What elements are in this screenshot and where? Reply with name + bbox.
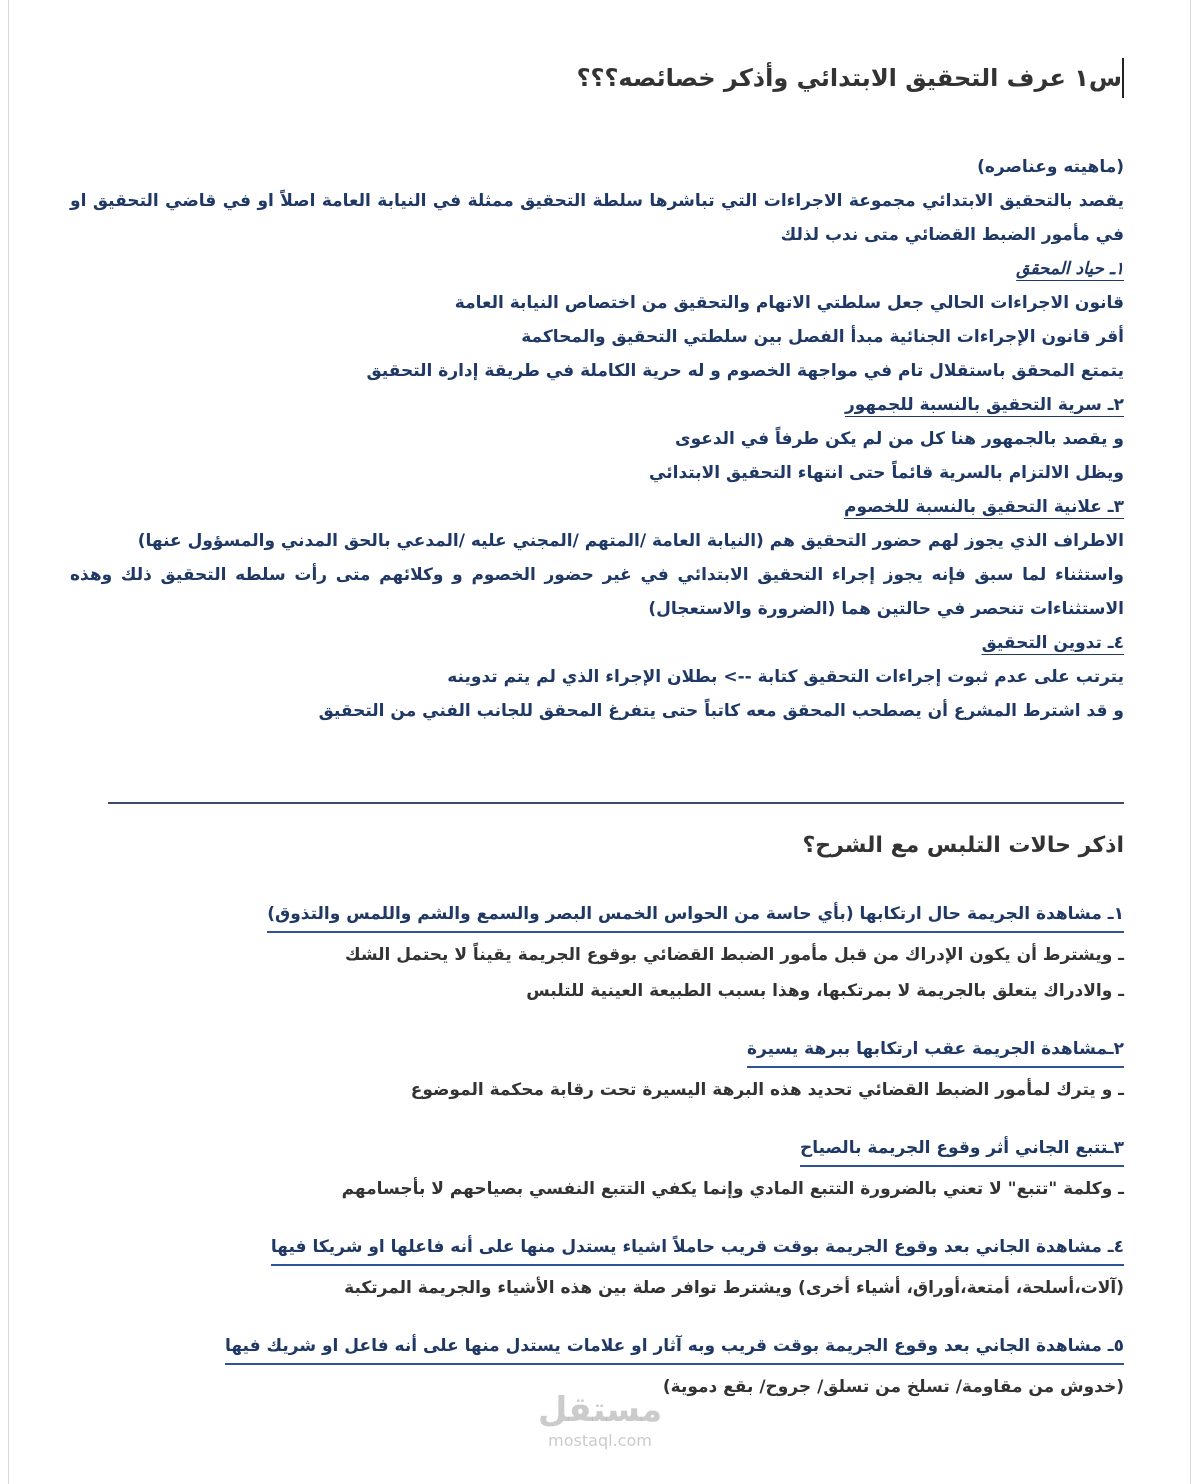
watermark-url: mostaql.com xyxy=(548,1431,652,1450)
watermark-logo: مستقل xyxy=(537,1390,663,1430)
definition-paragraph: يقصد بالتحقيق الابتدائي مجموعة الاجراءات التي تباشرها سلطة التحقيق ممثلة في النيابة العامة اصلاً او في قاضي التحقيق او في مأمور الضبط القضائي متى ندب لذلك xyxy=(70,191,1124,245)
case3-title: ٣ـتتبع الجاني أثر وقوع الجريمة بالصياح xyxy=(800,1133,1124,1167)
char4-title: ٤ـ تدوين التحقيق xyxy=(981,633,1124,653)
case4-title: ٤ـ مشاهدة الجاني بعد وقوع الجريمة بوقت قريب حاملاً اشياء يستدل منها على أنه فاعلها او شريكا فيها xyxy=(271,1232,1124,1266)
question-1-title: س١ عرف التحقيق الابتدائي وأذكر خصائصه؟؟؟ xyxy=(70,58,1124,98)
char1-line-1: قانون الاجراءات الحالي جعل سلطتي الاتهام والتحقيق من اختصاص النيابة العامة xyxy=(454,293,1124,313)
page-edge-right xyxy=(1190,0,1191,1484)
char1-title: ١ـ حياد المحقق xyxy=(1016,259,1124,279)
mostaql-watermark xyxy=(520,1388,680,1468)
case3-line: ـ وكلمة "تتبع" لا تعني بالضرورة التتبع المادي وإنما يكفي التتبع النفسي بصياحهم لا بأجسامهم xyxy=(341,1179,1124,1199)
case5-line: (خدوش من مقاومة/ تسلخ من تسلق/ جروح/ بقع دموية) xyxy=(662,1377,1124,1397)
case5-title: ٥ـ مشاهدة الجاني بعد وقوع الجريمة بوقت قريب وبه آثار او علامات يستدل منها على أنه فاعل او شريك فيها xyxy=(225,1331,1124,1365)
char1-line-2: أقر قانون الإجراءات الجنائية مبدأ الفصل بين سلطتي التحقيق والمحاكمة xyxy=(521,327,1124,347)
case2-title: ٢ـمشاهدة الجريمة عقب ارتكابها ببرهة يسيرة xyxy=(747,1034,1124,1068)
char2-title: ٢ـ سرية التحقيق بالنسبة للجمهور xyxy=(844,395,1124,415)
spacer xyxy=(70,1009,1124,1031)
char1-line-3: يتمتع المحقق باستقلال تام في مواجهة الخصوم و له حرية الكاملة في طريقة إدارة التحقيق xyxy=(366,361,1124,381)
case1-line-2: ـ والادراك يتعلق بالجريمة لا بمرتكبها، وهذا بسبب الطبيعة العينية للتلبس xyxy=(526,981,1124,1001)
char2-line-1: و يقصد بالجمهور هنا كل من لم يكن طرفاً في الدعوى xyxy=(675,429,1124,449)
spacer xyxy=(70,1207,1124,1229)
case1-line-1: ـ ويشترط أن يكون الإدراك من قبل مأمور الضبط القضائي بوقوع الجريمة يقيناً لا يحتمل الشك xyxy=(345,945,1124,965)
case4-line: (آلات،أسلحة، أمتعة،أوراق، أشياء أخرى) ويشترط توافر صلة بين هذه الأشياء والجريمة المرتكبة xyxy=(344,1278,1124,1298)
char3-line-2: واستثناء لما سبق فإنه يجوز إجراء التحقيق الابتدائي في غير حضور الخصوم و وكلائهم متى رأت سلطه التحقيق ذلك وهذه الاستثناءات تنحصر في حالتين هما (الضرورة والاستعجال) xyxy=(70,565,1124,619)
char4-line-1: يترتب على عدم ثبوت إجراءات التحقيق كتابة --> بطلان الإجراء الذي لم يتم تدوينه xyxy=(447,667,1124,687)
question-2-title: اذكر حالات التلبس مع الشرح؟ xyxy=(802,833,1124,858)
char2-line-2: ويظل الالتزام بالسرية قائماً حتى انتهاء التحقيق الابتدائي xyxy=(649,463,1124,483)
section-divider xyxy=(108,802,1124,804)
char4-line-2: و قد اشترط المشرع أن يصطحب المحقق معه كاتباً حتى يتفرغ المحقق للجانب الفني من التحقيق xyxy=(318,701,1124,721)
spacer xyxy=(70,1306,1124,1328)
case2-line: ـ و يترك لمأمور الضبط القضائي تحديد هذه البرهة اليسيرة تحت رقابة محكمة الموضوع xyxy=(410,1080,1124,1100)
case1-title: ١ـ مشاهدة الجريمة حال ارتكابها (بأي حاسة من الحواس الخمس البصر والسمع والشم واللمس والتذوق) xyxy=(267,899,1124,933)
char3-line-1: الاطراف الذي يجوز لهم حضور التحقيق هم (النيابة العامة /المتهم /المجني عليه /المدعي بالحق المدني والمسؤول عنها) xyxy=(137,531,1124,551)
intro-label: (ماهيته وعناصره) xyxy=(977,157,1124,177)
char3-title: ٣ـ علانية التحقيق بالنسبة للخصوم xyxy=(843,497,1124,517)
page-edge-left xyxy=(8,0,9,1484)
document-body xyxy=(70,58,1124,1405)
spacer xyxy=(70,1108,1124,1130)
